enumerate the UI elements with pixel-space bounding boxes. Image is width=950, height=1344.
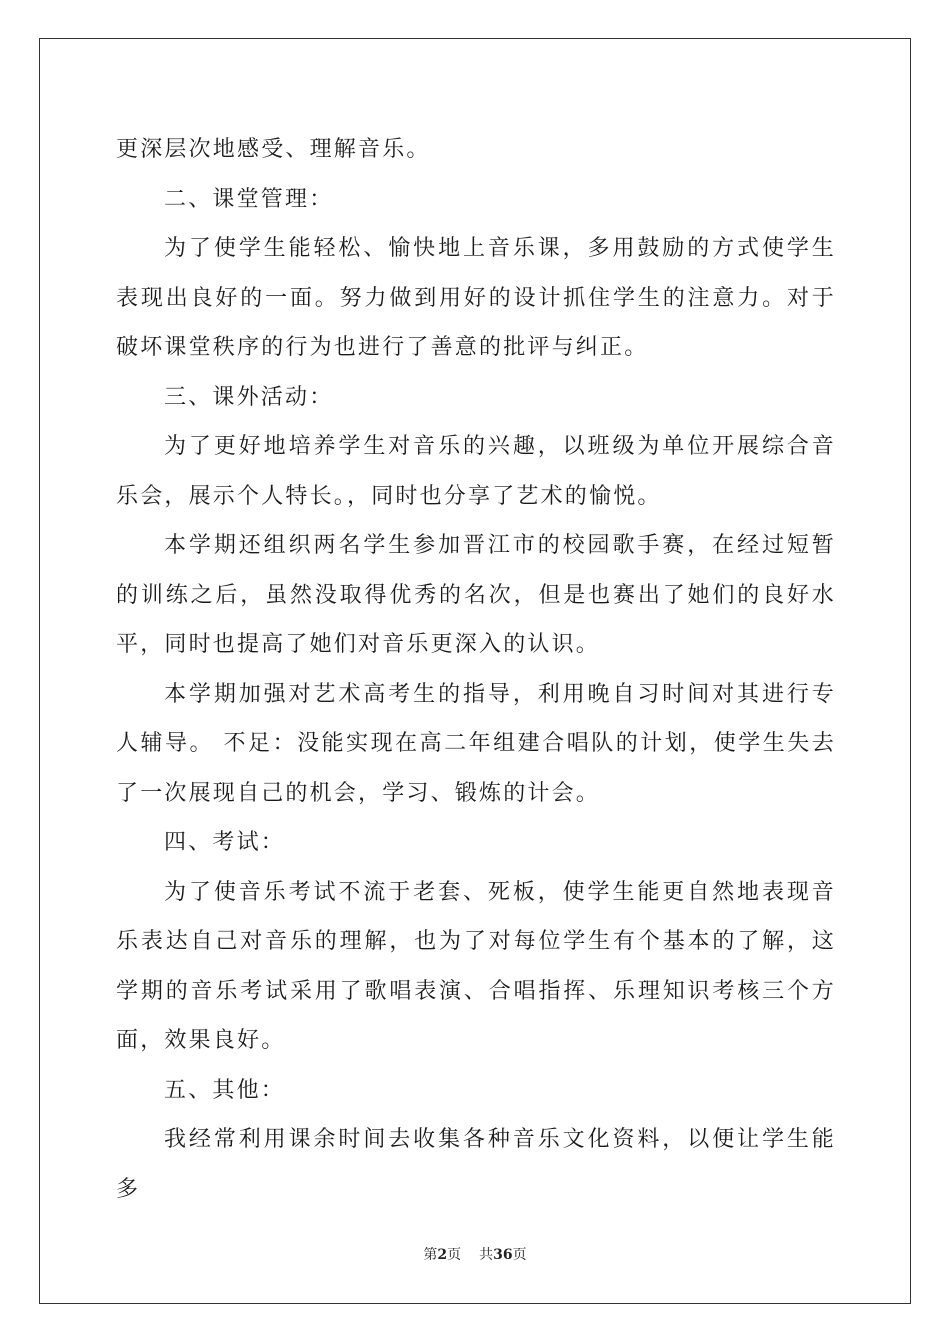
paragraph: 为了使学生能轻松、愉快地上音乐课，多用鼓励的方式使学生表现出良好的一面。努力做到用好的设计抓住学生的注意力。对于破坏课堂秩序的行为也进行了善意的批评与纠正。 [116, 236, 836, 360]
total-suffix: 页 [512, 1247, 527, 1263]
section-heading-other: 五、其他： [164, 1077, 286, 1103]
section-heading-classroom-management: 二、课堂管理： [164, 186, 334, 212]
document-body [116, 125, 836, 1214]
page-prefix: 第 [423, 1247, 438, 1263]
paragraph: 更深层次地感受、理解音乐。 [116, 137, 431, 162]
page-suffix: 页 [447, 1247, 462, 1263]
paragraph: 我经常利用课余时间去收集各种音乐文化资料，以便让学生能多 [116, 1127, 836, 1202]
total-prefix: 共 [479, 1247, 494, 1263]
paragraph: 为了更好地培养学生对音乐的兴趣，以班级为单位开展综合音乐会，展示个人特长。，同时也分享了艺术的愉悦。 [116, 434, 836, 509]
paragraph: 本学期还组织两名学生参加晋江市的校园歌手赛，在经过短暂的训练之后，虽然没取得优秀的名次，但是也赛出了她们的良好水平，同时也提高了她们对音乐更深入的认识。 [116, 533, 836, 657]
total-pages: 36 [493, 1247, 513, 1263]
section-heading-exams: 四、考试： [164, 830, 286, 855]
page-footer [0, 1244, 950, 1264]
paragraph: 为了使音乐考试不流于老套、死板，使学生能更自然地表现音乐表达自己对音乐的理解，也为了对每位学生有个基本的了解，这学期的音乐考试采用了歌唱表演、合唱指挥、乐理知识考核三个方面，效果良好。 [116, 879, 836, 1053]
paragraph: 本学期加强对艺术高考生的指导，利用晚自习时间对其进行专人辅导。 不足：没能实现在高二年组建合唱队的计划，使学生失去了一次展现自己的机会，学习、锻炼的计会。 [116, 681, 836, 806]
section-heading-extracurricular: 三、课外活动： [164, 384, 334, 410]
page-number: 2 [437, 1247, 448, 1263]
